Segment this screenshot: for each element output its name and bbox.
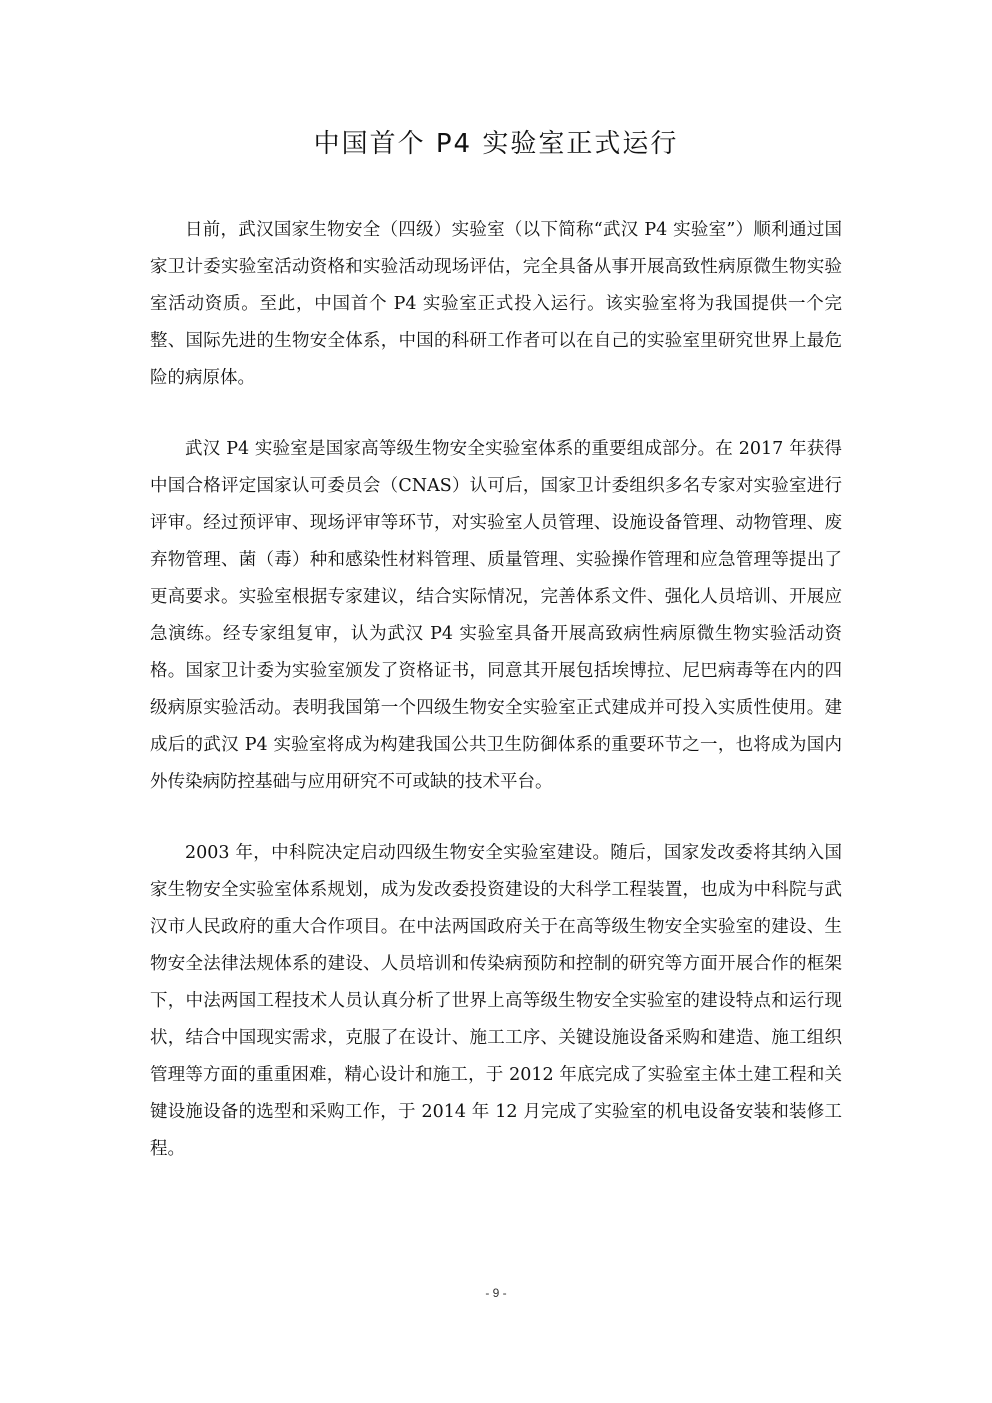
paragraph-1: 日前，武汉国家生物安全（四级）实验室（以下简称“武汉 P4 实验室”）顺利通过国家卫计委实验室活动资格和实验活动现场评估，完全具备从事开展高致性病原微生物实验室活动资质。至此，中国首个 P4 实验室正式投入运行。该实验室将为我国提供一个完整、国际先进的生物安全体系，中国的科研工作者可以在自己的实验室里研究世界上最危险的病原体。 [150, 220, 842, 388]
document-title: 中国首个 P4 实验室正式运行 [313, 129, 679, 159]
document-body [150, 212, 842, 1202]
page-number: - 9 - [485, 1286, 507, 1300]
paragraph-3: 2003 年，中科院决定启动四级生物安全实验室建设。随后，国家发改委将其纳入国家生物安全实验室体系规划，成为发改委投资建设的大科学工程装置，也成为中科院与武汉市人民政府的重大合作项目。在中法两国政府关于在高等级生物安全实验室的建设、生物安全法律法规体系的建设、人员培训和传染病预防和控制的研究等方面开展合作的框架下，中法两国工程技术人员认真分析了世界上高等级生物安全实验室的建设特点和运行现状，结合中国现实需求，克服了在设计、施工工序、关键设施设备采购和建造、施工组织管理等方面的重重困难，精心设计和施工，于 2012 年底完成了实验室主体土建工程和关键设施设备的选型和采购工作，于 2014 年 12 月完成了实验室的机电设备安装和装修工程。 [150, 843, 842, 1159]
paragraph-2: 武汉 P4 实验室是国家高等级生物安全实验室体系的重要组成部分。在 2017 年获得中国合格评定国家认可委员会（CNAS）认可后，国家卫计委组织多名专家对实验室进行评审。经过预评审、现场评审等环节，对实验室人员管理、设施设备管理、动物管理、废弃物管理、菌（毒）种和感染性材料管理、质量管理、实验操作管理和应急管理等提出了更高要求。实验室根据专家建议，结合实际情况，完善体系文件、强化人员培训、开展应急演练。经专家组复审，认为武汉 P4 实验室具备开展高致病性病原微生物实验活动资格。国家卫计委为实验室颁发了资格证书，同意其开展包括埃博拉、尼巴病毒等在内的四级病原实验活动。表明我国第一个四级生物安全实验室正式建成并可投入实质性使用。建成后的武汉 P4 实验室将成为构建我国公共卫生防御体系的重要环节之一，也将成为国内外传染病防控基础与应用研究不可或缺的技术平台。 [150, 439, 842, 792]
